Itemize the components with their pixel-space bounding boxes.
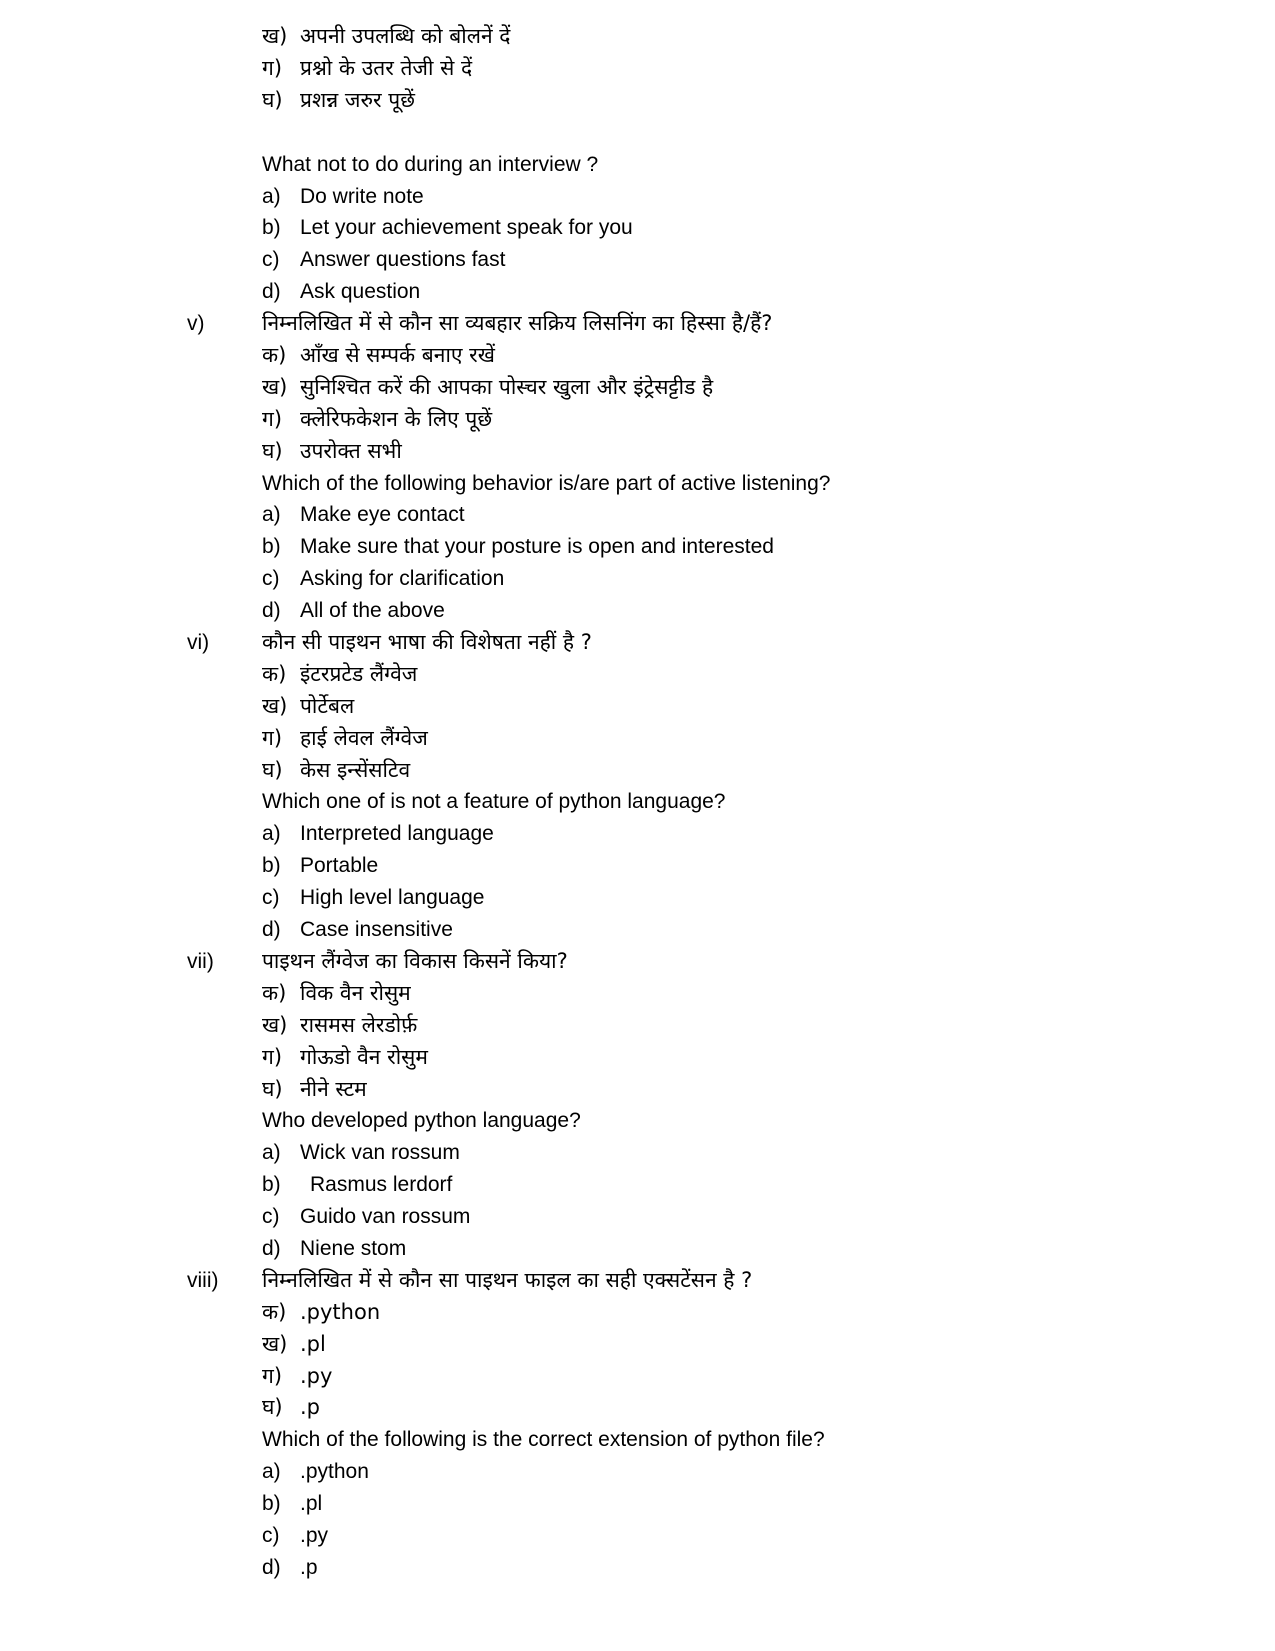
option-text: प्रश्नो के उतर तेजी से दें <box>300 55 473 80</box>
option-marker: क) <box>262 1299 287 1324</box>
question-line <box>0 308 1275 340</box>
option-line <box>0 340 1275 372</box>
option-marker: a) <box>262 1460 281 1484</box>
option-line <box>0 882 1275 914</box>
question-line <box>0 786 1275 818</box>
option-marker: घ) <box>262 757 283 782</box>
question-number: viii) <box>187 1268 219 1292</box>
option-line <box>0 1074 1275 1106</box>
question-text-hindi: निम्नलिखित में से कौन सा पाइथन फाइल का सही एक्सटेंसन है ? <box>262 1267 753 1292</box>
option-marker: घ) <box>262 438 283 463</box>
option-text: Portable <box>300 854 379 878</box>
option-text: Let your achievement speak for you <box>300 216 633 240</box>
option-line <box>0 659 1275 691</box>
option-line <box>0 1329 1275 1361</box>
option-text: रासमस लेरडोर्फ़ <box>300 1012 418 1037</box>
option-line <box>0 53 1275 85</box>
option-marker: a) <box>262 1141 281 1165</box>
question-text-hindi: निम्नलिखित में से कौन सा व्यबहार सक्रिय लिसनिंग का हिस्सा है/हैं? <box>262 311 773 336</box>
option-marker: c) <box>262 567 280 591</box>
option-marker: b) <box>262 1173 281 1197</box>
option-text: उपरोक्त सभी <box>300 438 402 463</box>
option-marker: घ) <box>262 1076 283 1101</box>
option-line <box>0 563 1275 595</box>
question-line <box>0 627 1275 659</box>
option-line <box>0 1233 1275 1265</box>
option-text: .p <box>300 1555 318 1579</box>
option-marker: c) <box>262 248 280 272</box>
option-marker: d) <box>262 280 281 304</box>
option-line <box>0 818 1275 850</box>
option-text: केस इन्सेंसटिव <box>300 757 411 782</box>
question-line <box>0 468 1275 500</box>
option-line <box>0 372 1275 404</box>
question-text-english: What not to do during an interview ? <box>262 152 599 176</box>
question-text-hindi: पाइथन लैंग्वेज का विकास किसनें किया? <box>262 948 568 973</box>
option-text: .python <box>300 1299 381 1324</box>
question-text-hindi: कौन सी पाइथन भाषा की विशेषता नहीं है ? <box>262 630 592 655</box>
option-text: Ask question <box>300 280 421 304</box>
option-text: Wick van rossum <box>300 1141 460 1165</box>
option-line <box>0 1392 1275 1424</box>
option-marker: ख) <box>262 24 288 48</box>
option-marker: b) <box>262 216 281 240</box>
option-marker: ग) <box>262 406 283 431</box>
option-text: .py <box>300 1363 333 1388</box>
option-text: प्रशन्न जरुर पूछें <box>300 87 415 112</box>
option-text: Guido van rossum <box>300 1205 471 1229</box>
option-line <box>0 1297 1275 1329</box>
option-line <box>0 436 1275 468</box>
option-line <box>0 1137 1275 1169</box>
option-text: Interpreted language <box>300 822 494 846</box>
option-marker: क) <box>262 343 287 368</box>
option-text: Case insensitive <box>300 918 453 942</box>
option-line <box>0 978 1275 1010</box>
option-text: Make eye contact <box>300 503 465 527</box>
question-line <box>0 1265 1275 1297</box>
option-marker: d) <box>262 918 281 942</box>
option-marker: d) <box>262 1236 281 1260</box>
option-marker: ख) <box>262 693 288 718</box>
option-text: All of the above <box>300 599 445 623</box>
option-line <box>0 531 1275 563</box>
option-line <box>0 755 1275 787</box>
question-line <box>0 149 1275 181</box>
option-line <box>0 276 1275 308</box>
option-line <box>0 691 1275 723</box>
question-number: vi) <box>187 631 210 655</box>
question-text-english: Which of the following is the correct extension of python file? <box>262 1428 825 1452</box>
option-marker: b) <box>262 535 281 559</box>
option-line <box>0 499 1275 531</box>
option-text: Make sure that your posture is open and interested <box>300 535 774 559</box>
option-line <box>0 1201 1275 1233</box>
option-line <box>0 181 1275 213</box>
option-text: नीने स्टम <box>300 1076 367 1101</box>
option-line <box>0 212 1275 244</box>
option-marker: b) <box>262 854 281 878</box>
option-marker: ख) <box>262 1331 288 1356</box>
option-marker: c) <box>262 1523 280 1547</box>
option-marker: c) <box>262 886 280 910</box>
option-text: Asking for clarification <box>300 567 505 591</box>
option-line <box>0 1361 1275 1393</box>
option-line <box>0 1488 1275 1520</box>
option-line <box>0 1169 1275 1201</box>
option-marker: c) <box>262 1205 280 1229</box>
option-line <box>0 85 1275 117</box>
option-marker: a) <box>262 503 281 527</box>
blank-line <box>0 117 1275 149</box>
question-text-english: Which one of is not a feature of python language? <box>262 790 726 814</box>
option-marker: क) <box>262 661 287 686</box>
option-text: आँख से सम्पर्क बनाए रखें <box>300 343 495 368</box>
option-text: .pl <box>300 1331 326 1356</box>
option-text: .python <box>300 1460 369 1484</box>
option-line <box>0 595 1275 627</box>
option-marker: a) <box>262 822 281 846</box>
question-text-english: Who developed python language? <box>262 1109 581 1133</box>
option-line <box>0 914 1275 946</box>
option-text: विक वैन रोसुम <box>300 980 411 1005</box>
option-marker: ग) <box>262 55 283 80</box>
option-line <box>0 723 1275 755</box>
question-line <box>0 1424 1275 1456</box>
question-line <box>0 1105 1275 1137</box>
question-number: vii) <box>187 949 214 973</box>
option-text: सुनिश्चित करें की आपका पोस्चर खुला और इंट्रेसट्टीड है <box>300 374 714 399</box>
option-text: .p <box>300 1395 321 1420</box>
option-marker: b) <box>262 1492 281 1516</box>
option-marker: ग) <box>262 725 283 750</box>
option-text: क्लेरिफकेशन के लिए पूछें <box>300 406 493 431</box>
question-paper-page <box>0 21 1275 1584</box>
option-line <box>0 1552 1275 1584</box>
option-marker: ग) <box>262 1044 283 1069</box>
option-text: अपनी उपलब्धि को बोलनें दें <box>300 24 511 48</box>
option-marker: a) <box>262 184 281 208</box>
option-line <box>0 1042 1275 1074</box>
option-line <box>0 1010 1275 1042</box>
option-line <box>0 21 1275 53</box>
option-text: Answer questions fast <box>300 248 506 272</box>
option-text: Rasmus lerdorf <box>310 1173 453 1197</box>
option-text: .pl <box>300 1492 323 1516</box>
option-text: .py <box>300 1523 329 1547</box>
option-marker: घ) <box>262 1395 283 1420</box>
option-text: हाई लेवल लैंग्वेज <box>300 725 428 750</box>
option-line <box>0 404 1275 436</box>
option-line <box>0 1456 1275 1488</box>
option-marker: क) <box>262 980 287 1005</box>
option-text: Niene stom <box>300 1236 407 1260</box>
question-line <box>0 946 1275 978</box>
option-line <box>0 850 1275 882</box>
option-marker: d) <box>262 599 281 623</box>
option-line <box>0 244 1275 276</box>
option-text: इंटरप्रटेड लैंग्वेज <box>300 661 418 686</box>
option-marker: d) <box>262 1555 281 1579</box>
option-marker: घ) <box>262 87 283 112</box>
option-marker: ख) <box>262 374 288 399</box>
question-number: v) <box>187 312 205 336</box>
option-text: पोर्टेबल <box>300 693 355 718</box>
option-text: Do write note <box>300 184 424 208</box>
option-text: गोऊडो वैन रोसुम <box>300 1044 428 1069</box>
option-marker: ख) <box>262 1012 288 1037</box>
option-marker: ग) <box>262 1363 283 1388</box>
option-text: High level language <box>300 886 485 910</box>
option-line <box>0 1520 1275 1552</box>
question-text-english: Which of the following behavior is/are part of active listening? <box>262 471 831 495</box>
